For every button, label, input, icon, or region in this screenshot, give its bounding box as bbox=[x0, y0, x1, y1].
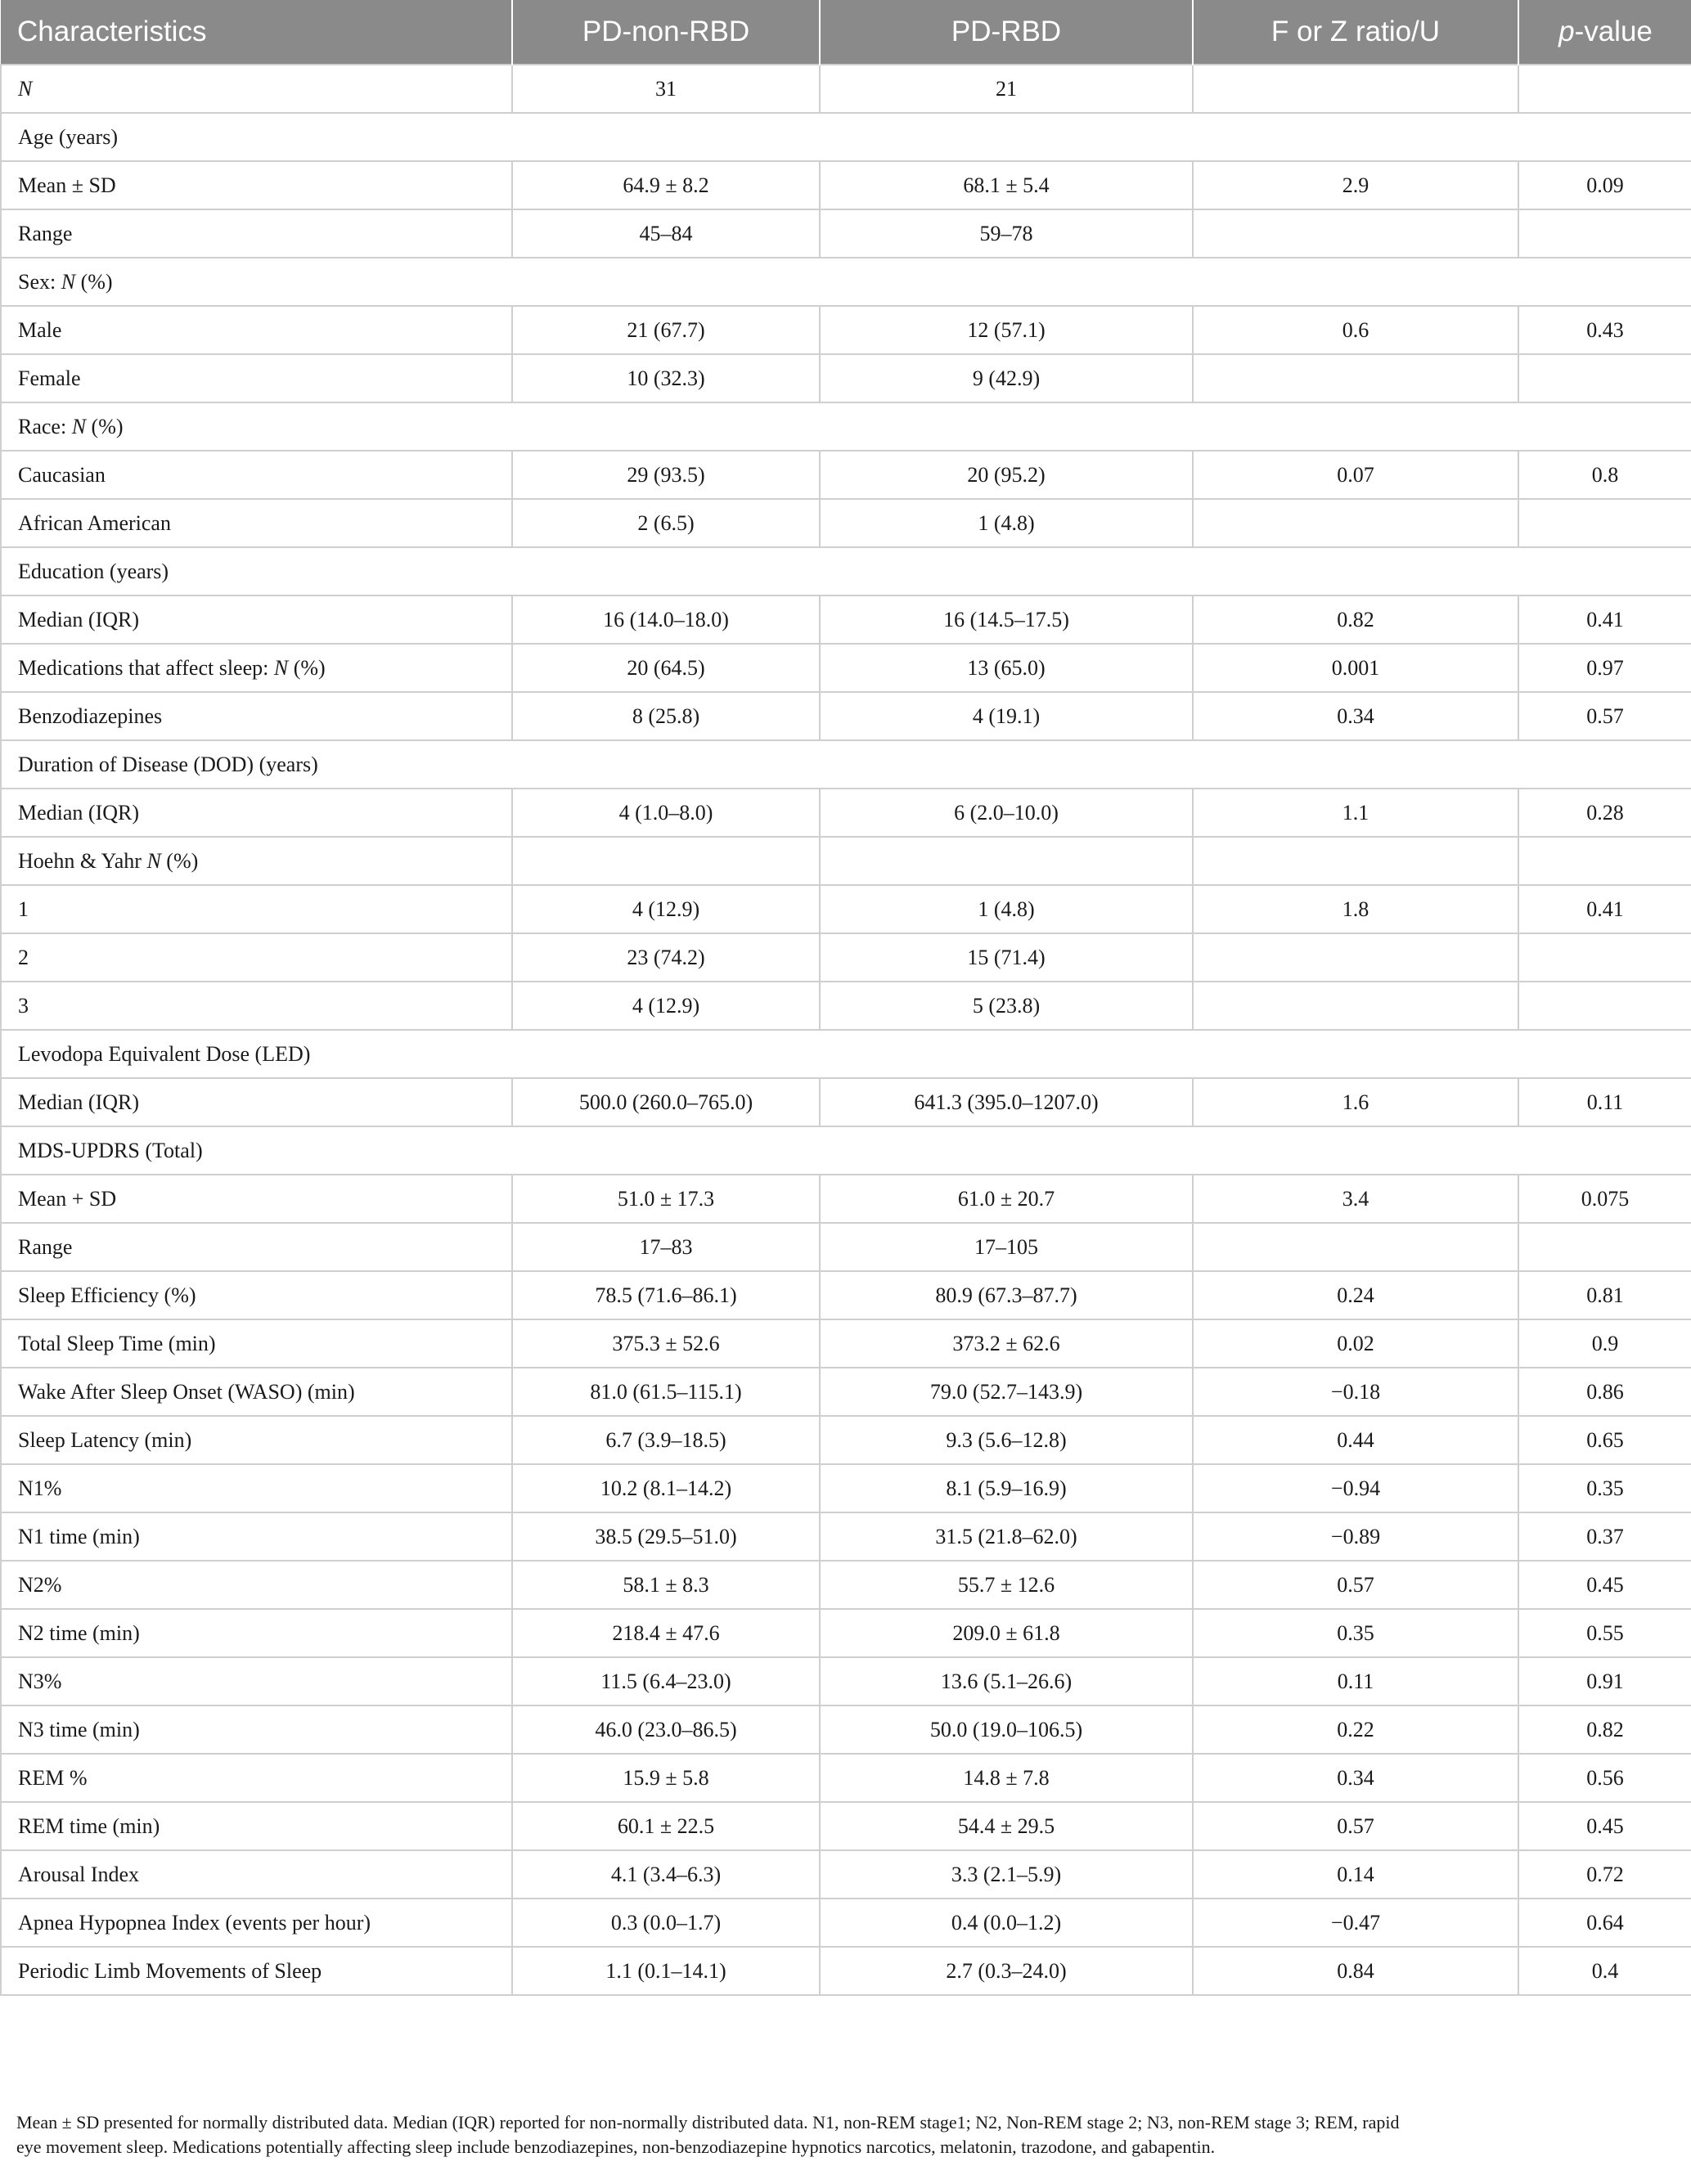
header-row bbox=[1, 0, 1691, 65]
pd-non-rbd-cell: 60.1 ± 22.5 bbox=[512, 1802, 820, 1850]
pd-non-rbd-cell: 1.1 (0.1–14.1) bbox=[512, 1947, 820, 1995]
pd-rbd-cell: 373.2 ± 62.6 bbox=[820, 1319, 1193, 1368]
footnote-line-1: Mean ± SD presented for normally distributed data. Median (IQR) reported for non-normally distributed data. N1, non-REM stage1; N2, Non-REM stage 2; N3, non-REM stage 3; REM, rapid bbox=[16, 2112, 1400, 2132]
label-cell bbox=[1, 789, 512, 837]
table-row bbox=[1, 1561, 1691, 1609]
row-label: Mean ± SD bbox=[18, 173, 116, 197]
p-value-cell: 0.81 bbox=[1518, 1271, 1691, 1319]
label-cell bbox=[1, 692, 512, 740]
table-row bbox=[1, 1416, 1691, 1464]
pd-rbd-cell: 8.1 (5.9–16.9) bbox=[820, 1464, 1193, 1512]
label-cell bbox=[1, 1271, 512, 1319]
table-header bbox=[1, 0, 1691, 65]
row-label: Wake After Sleep Onset (WASO) (min) bbox=[18, 1379, 355, 1404]
f-z-ratio-cell: −0.94 bbox=[1193, 1464, 1518, 1512]
label-cell bbox=[1, 982, 512, 1030]
row-label: 1 bbox=[18, 897, 29, 921]
pd-non-rbd-cell: 375.3 ± 52.6 bbox=[512, 1319, 820, 1368]
label-cell bbox=[1, 1899, 512, 1947]
f-z-ratio-cell: 2.9 bbox=[1193, 161, 1518, 209]
row-label: Sleep Efficiency (%) bbox=[18, 1283, 196, 1307]
pd-rbd-cell: 17–105 bbox=[820, 1223, 1193, 1271]
pd-non-rbd-cell: 46.0 (23.0–86.5) bbox=[512, 1705, 820, 1754]
pd-rbd-cell: 2.7 (0.3–24.0) bbox=[820, 1947, 1193, 1995]
pd-rbd-cell: 641.3 (395.0–1207.0) bbox=[820, 1078, 1193, 1126]
f-z-ratio-cell: −0.18 bbox=[1193, 1368, 1518, 1416]
f-z-ratio-cell: 0.22 bbox=[1193, 1705, 1518, 1754]
table-footnote bbox=[16, 2110, 1669, 2159]
pd-non-rbd-cell: 20 (64.5) bbox=[512, 644, 820, 692]
row-label: Age (years) bbox=[18, 124, 118, 149]
label-cell bbox=[1, 595, 512, 644]
f-z-ratio-cell: 1.1 bbox=[1193, 789, 1518, 837]
p-value-cell bbox=[1518, 209, 1691, 258]
pd-rbd-cell: 16 (14.5–17.5) bbox=[820, 595, 1193, 644]
f-z-ratio-cell: 0.84 bbox=[1193, 1947, 1518, 1995]
label-cell bbox=[1, 933, 512, 982]
f-z-ratio-cell: 3.4 bbox=[1193, 1175, 1518, 1223]
pd-non-rbd-cell bbox=[512, 837, 820, 885]
p-value-cell: 0.91 bbox=[1518, 1657, 1691, 1705]
label-cell bbox=[1, 1223, 512, 1271]
table-row bbox=[1, 1223, 1691, 1271]
f-z-ratio-cell bbox=[1193, 1223, 1518, 1271]
p-value-cell bbox=[1518, 354, 1691, 402]
table-row bbox=[1, 1078, 1691, 1126]
table-row bbox=[1, 692, 1691, 740]
p-value-cell: 0.55 bbox=[1518, 1609, 1691, 1657]
pd-non-rbd-cell: 51.0 ± 17.3 bbox=[512, 1175, 820, 1223]
pd-rbd-cell: 79.0 (52.7–143.9) bbox=[820, 1368, 1193, 1416]
table-row bbox=[1, 789, 1691, 837]
p-value-cell: 0.37 bbox=[1518, 1512, 1691, 1561]
row-label: REM time (min) bbox=[18, 1813, 160, 1838]
header-p-value bbox=[1518, 0, 1691, 65]
f-z-ratio-cell: 0.001 bbox=[1193, 644, 1518, 692]
pd-rbd-cell: 1 (4.8) bbox=[820, 499, 1193, 547]
pd-non-rbd-cell: 218.4 ± 47.6 bbox=[512, 1609, 820, 1657]
table-row bbox=[1, 1899, 1691, 1947]
section-label-cell bbox=[1, 1030, 1691, 1078]
table-row bbox=[1, 933, 1691, 982]
row-label: Education (years) bbox=[18, 559, 169, 583]
f-z-ratio-cell: 0.57 bbox=[1193, 1561, 1518, 1609]
pd-rbd-cell: 54.4 ± 29.5 bbox=[820, 1802, 1193, 1850]
f-z-ratio-cell bbox=[1193, 65, 1518, 113]
f-z-ratio-cell: 1.6 bbox=[1193, 1078, 1518, 1126]
p-value-cell: 0.65 bbox=[1518, 1416, 1691, 1464]
table-row bbox=[1, 354, 1691, 402]
section-row bbox=[1, 740, 1691, 789]
section-row bbox=[1, 1126, 1691, 1175]
row-label: REM % bbox=[18, 1765, 88, 1790]
table-row bbox=[1, 499, 1691, 547]
table-row bbox=[1, 1319, 1691, 1368]
label-cell bbox=[1, 837, 512, 885]
row-label: Mean + SD bbox=[18, 1186, 117, 1211]
pd-non-rbd-cell: 31 bbox=[512, 65, 820, 113]
row-label: Female bbox=[18, 366, 81, 390]
table-row bbox=[1, 1705, 1691, 1754]
row-label-italic: N bbox=[71, 414, 87, 438]
label-cell bbox=[1, 1175, 512, 1223]
pd-rbd-cell: 13.6 (5.1–26.6) bbox=[820, 1657, 1193, 1705]
row-label: N2% bbox=[18, 1572, 62, 1597]
pd-rbd-cell: 31.5 (21.8–62.0) bbox=[820, 1512, 1193, 1561]
pd-rbd-cell: 50.0 (19.0–106.5) bbox=[820, 1705, 1193, 1754]
pd-rbd-cell: 21 bbox=[820, 65, 1193, 113]
p-value-cell: 0.4 bbox=[1518, 1947, 1691, 1995]
f-z-ratio-cell bbox=[1193, 933, 1518, 982]
row-label: N2 time (min) bbox=[18, 1620, 140, 1645]
f-z-ratio-cell bbox=[1193, 209, 1518, 258]
pd-rbd-cell: 68.1 ± 5.4 bbox=[820, 161, 1193, 209]
pd-non-rbd-cell: 4 (1.0–8.0) bbox=[512, 789, 820, 837]
pd-rbd-cell: 55.7 ± 12.6 bbox=[820, 1561, 1193, 1609]
pd-non-rbd-cell: 4 (12.9) bbox=[512, 982, 820, 1030]
table-row bbox=[1, 1802, 1691, 1850]
row-label: MDS-UPDRS (Total) bbox=[18, 1138, 203, 1162]
p-value-cell bbox=[1518, 933, 1691, 982]
pd-rbd-cell: 0.4 (0.0–1.2) bbox=[820, 1899, 1193, 1947]
section-row bbox=[1, 1030, 1691, 1078]
section-row bbox=[1, 113, 1691, 161]
row-label: Levodopa Equivalent Dose (LED) bbox=[18, 1041, 311, 1066]
label-cell bbox=[1, 354, 512, 402]
row-label: N1 time (min) bbox=[18, 1524, 140, 1548]
p-value-cell: 0.9 bbox=[1518, 1319, 1691, 1368]
row-label-italic: N bbox=[273, 655, 289, 680]
pd-non-rbd-cell: 16 (14.0–18.0) bbox=[512, 595, 820, 644]
label-cell bbox=[1, 209, 512, 258]
pd-non-rbd-cell: 45–84 bbox=[512, 209, 820, 258]
section-row bbox=[1, 258, 1691, 306]
row-label: Median (IQR) bbox=[18, 607, 140, 631]
section-row bbox=[1, 547, 1691, 595]
section-label-cell bbox=[1, 258, 1691, 306]
table-row bbox=[1, 1947, 1691, 1995]
pd-rbd-cell: 14.8 ± 7.8 bbox=[820, 1754, 1193, 1802]
pd-non-rbd-cell: 29 (93.5) bbox=[512, 451, 820, 499]
p-value-cell bbox=[1518, 499, 1691, 547]
pd-non-rbd-cell: 17–83 bbox=[512, 1223, 820, 1271]
row-label-suffix: (%) bbox=[160, 848, 199, 873]
row-label: Benzodiazepines bbox=[18, 703, 163, 728]
p-value-cell: 0.97 bbox=[1518, 644, 1691, 692]
row-label-italic: N bbox=[61, 269, 76, 294]
label-cell bbox=[1, 1850, 512, 1899]
p-value-cell: 0.56 bbox=[1518, 1754, 1691, 1802]
row-label: Range bbox=[18, 221, 73, 245]
row-label: Duration of Disease (DOD) (years) bbox=[18, 752, 318, 776]
label-cell bbox=[1, 644, 512, 692]
p-value-cell bbox=[1518, 65, 1691, 113]
table-body bbox=[1, 65, 1691, 1995]
table-row bbox=[1, 1175, 1691, 1223]
row-label: Range bbox=[18, 1234, 73, 1259]
label-cell bbox=[1, 1512, 512, 1561]
pd-rbd-cell: 59–78 bbox=[820, 209, 1193, 258]
row-label: 2 bbox=[18, 945, 29, 969]
f-z-ratio-cell: 0.6 bbox=[1193, 306, 1518, 354]
p-value-cell: 0.09 bbox=[1518, 161, 1691, 209]
f-z-ratio-cell: −0.47 bbox=[1193, 1899, 1518, 1947]
pd-rbd-cell: 13 (65.0) bbox=[820, 644, 1193, 692]
pd-rbd-cell: 9 (42.9) bbox=[820, 354, 1193, 402]
pd-rbd-cell: 5 (23.8) bbox=[820, 982, 1193, 1030]
table-row bbox=[1, 1464, 1691, 1512]
table-row bbox=[1, 644, 1691, 692]
table-row bbox=[1, 1657, 1691, 1705]
label-cell bbox=[1, 161, 512, 209]
pd-non-rbd-cell: 500.0 (260.0–765.0) bbox=[512, 1078, 820, 1126]
pd-rbd-cell: 3.3 (2.1–5.9) bbox=[820, 1850, 1193, 1899]
row-label: 3 bbox=[18, 993, 29, 1018]
pd-rbd-cell: 6 (2.0–10.0) bbox=[820, 789, 1193, 837]
pd-non-rbd-cell: 21 (67.7) bbox=[512, 306, 820, 354]
pd-rbd-cell: 15 (71.4) bbox=[820, 933, 1193, 982]
row-label: Caucasian bbox=[18, 462, 106, 487]
row-label-italic: N bbox=[146, 848, 161, 873]
row-label-suffix: (%) bbox=[75, 269, 113, 294]
header-characteristics: Characteristics bbox=[1, 0, 512, 65]
row-label: Arousal Index bbox=[18, 1862, 140, 1886]
label-cell bbox=[1, 1319, 512, 1368]
f-z-ratio-cell bbox=[1193, 982, 1518, 1030]
p-value-cell: 0.35 bbox=[1518, 1464, 1691, 1512]
table-row bbox=[1, 837, 1691, 885]
table-row bbox=[1, 1754, 1691, 1802]
pd-rbd-cell: 4 (19.1) bbox=[820, 692, 1193, 740]
f-z-ratio-cell: 0.02 bbox=[1193, 1319, 1518, 1368]
row-label: Sex: bbox=[18, 269, 61, 294]
row-label: Sleep Latency (min) bbox=[18, 1427, 192, 1452]
f-z-ratio-cell: 0.11 bbox=[1193, 1657, 1518, 1705]
pd-non-rbd-cell: 81.0 (61.5–115.1) bbox=[512, 1368, 820, 1416]
p-value-cell: 0.82 bbox=[1518, 1705, 1691, 1754]
label-cell bbox=[1, 1609, 512, 1657]
f-z-ratio-cell: 0.57 bbox=[1193, 1802, 1518, 1850]
label-cell bbox=[1, 65, 512, 113]
pd-non-rbd-cell: 78.5 (71.6–86.1) bbox=[512, 1271, 820, 1319]
f-z-ratio-cell bbox=[1193, 354, 1518, 402]
label-cell bbox=[1, 1947, 512, 1995]
label-cell bbox=[1, 885, 512, 933]
p-value-cell: 0.45 bbox=[1518, 1802, 1691, 1850]
p-value-cell: 0.64 bbox=[1518, 1899, 1691, 1947]
pd-non-rbd-cell: 4 (12.9) bbox=[512, 885, 820, 933]
pd-non-rbd-cell: 58.1 ± 8.3 bbox=[512, 1561, 820, 1609]
table-row bbox=[1, 1850, 1691, 1899]
table-row bbox=[1, 209, 1691, 258]
p-value-cell: 0.72 bbox=[1518, 1850, 1691, 1899]
table-row bbox=[1, 1271, 1691, 1319]
section-label-cell bbox=[1, 402, 1691, 451]
label-cell bbox=[1, 451, 512, 499]
label-cell bbox=[1, 1657, 512, 1705]
p-value-cell: 0.86 bbox=[1518, 1368, 1691, 1416]
header-p-italic: p bbox=[1558, 16, 1575, 47]
table-row bbox=[1, 595, 1691, 644]
section-label-cell bbox=[1, 547, 1691, 595]
row-label: Race: bbox=[18, 414, 72, 438]
pd-non-rbd-cell: 0.3 (0.0–1.7) bbox=[512, 1899, 820, 1947]
pd-non-rbd-cell: 64.9 ± 8.2 bbox=[512, 161, 820, 209]
section-label-cell bbox=[1, 1126, 1691, 1175]
p-value-cell: 0.43 bbox=[1518, 306, 1691, 354]
label-cell bbox=[1, 1802, 512, 1850]
f-z-ratio-cell: 0.44 bbox=[1193, 1416, 1518, 1464]
pd-non-rbd-cell: 38.5 (29.5–51.0) bbox=[512, 1512, 820, 1561]
table-row bbox=[1, 885, 1691, 933]
table-row bbox=[1, 65, 1691, 113]
table-row bbox=[1, 451, 1691, 499]
pd-rbd-cell bbox=[820, 837, 1193, 885]
f-z-ratio-cell: 0.35 bbox=[1193, 1609, 1518, 1657]
section-row bbox=[1, 402, 1691, 451]
pd-non-rbd-cell: 11.5 (6.4–23.0) bbox=[512, 1657, 820, 1705]
p-value-cell: 0.28 bbox=[1518, 789, 1691, 837]
pd-non-rbd-cell: 4.1 (3.4–6.3) bbox=[512, 1850, 820, 1899]
pd-rbd-cell: 80.9 (67.3–87.7) bbox=[820, 1271, 1193, 1319]
label-cell bbox=[1, 306, 512, 354]
pd-rbd-cell: 61.0 ± 20.7 bbox=[820, 1175, 1193, 1223]
label-cell bbox=[1, 1416, 512, 1464]
row-label: African American bbox=[18, 510, 171, 535]
pd-non-rbd-cell: 10 (32.3) bbox=[512, 354, 820, 402]
row-label: Male bbox=[18, 317, 62, 342]
f-z-ratio-cell bbox=[1193, 499, 1518, 547]
f-z-ratio-cell: 1.8 bbox=[1193, 885, 1518, 933]
p-value-cell: 0.41 bbox=[1518, 885, 1691, 933]
f-z-ratio-cell: 0.14 bbox=[1193, 1850, 1518, 1899]
row-label: Median (IQR) bbox=[18, 1090, 140, 1114]
footnote-line-2: eye movement sleep. Medications potentially affecting sleep include benzodiazepines, non-benzodiazepine hypnotics narcotics, melatonin, trazodone, and gabapentin. bbox=[16, 2137, 1216, 2157]
section-label-cell bbox=[1, 740, 1691, 789]
table-row bbox=[1, 1609, 1691, 1657]
table-row bbox=[1, 1368, 1691, 1416]
label-cell bbox=[1, 1368, 512, 1416]
pd-rbd-cell: 12 (57.1) bbox=[820, 306, 1193, 354]
row-label: Total Sleep Time (min) bbox=[18, 1331, 216, 1355]
table-row bbox=[1, 982, 1691, 1030]
header-f-z-ratio: F or Z ratio/U bbox=[1193, 0, 1518, 65]
p-value-cell: 0.11 bbox=[1518, 1078, 1691, 1126]
f-z-ratio-cell: 0.07 bbox=[1193, 451, 1518, 499]
pd-rbd-cell: 20 (95.2) bbox=[820, 451, 1193, 499]
p-value-cell bbox=[1518, 1223, 1691, 1271]
header-pd-rbd: PD-RBD bbox=[820, 0, 1193, 65]
pd-non-rbd-cell: 8 (25.8) bbox=[512, 692, 820, 740]
pd-rbd-cell: 209.0 ± 61.8 bbox=[820, 1609, 1193, 1657]
p-value-cell: 0.41 bbox=[1518, 595, 1691, 644]
row-label: Periodic Limb Movements of Sleep bbox=[18, 1958, 322, 1983]
f-z-ratio-cell bbox=[1193, 837, 1518, 885]
label-cell bbox=[1, 1464, 512, 1512]
row-label-suffix: (%) bbox=[288, 655, 326, 680]
pd-rbd-cell: 9.3 (5.6–12.8) bbox=[820, 1416, 1193, 1464]
pd-non-rbd-cell: 23 (74.2) bbox=[512, 933, 820, 982]
f-z-ratio-cell: 0.34 bbox=[1193, 1754, 1518, 1802]
label-cell bbox=[1, 1705, 512, 1754]
p-value-cell: 0.57 bbox=[1518, 692, 1691, 740]
f-z-ratio-cell: 0.82 bbox=[1193, 595, 1518, 644]
row-label: Median (IQR) bbox=[18, 800, 140, 825]
section-label-cell bbox=[1, 113, 1691, 161]
table-row bbox=[1, 1512, 1691, 1561]
table-row bbox=[1, 306, 1691, 354]
p-value-cell bbox=[1518, 982, 1691, 1030]
row-label-suffix: (%) bbox=[86, 414, 124, 438]
header-p-rest: -value bbox=[1574, 16, 1653, 47]
f-z-ratio-cell: −0.89 bbox=[1193, 1512, 1518, 1561]
label-cell bbox=[1, 1561, 512, 1609]
p-value-cell bbox=[1518, 837, 1691, 885]
pd-rbd-cell: 1 (4.8) bbox=[820, 885, 1193, 933]
label-cell bbox=[1, 1078, 512, 1126]
label-cell bbox=[1, 1754, 512, 1802]
row-label: Medications that affect sleep: bbox=[18, 655, 274, 680]
label-cell bbox=[1, 499, 512, 547]
pd-non-rbd-cell: 2 (6.5) bbox=[512, 499, 820, 547]
row-label: N3 time (min) bbox=[18, 1717, 140, 1741]
row-label: N3% bbox=[18, 1669, 62, 1693]
row-label: N1% bbox=[18, 1476, 62, 1500]
pd-non-rbd-cell: 15.9 ± 5.8 bbox=[512, 1754, 820, 1802]
p-value-cell: 0.8 bbox=[1518, 451, 1691, 499]
row-label-italic: N bbox=[18, 76, 33, 101]
row-label: Hoehn & Yahr bbox=[18, 848, 147, 873]
f-z-ratio-cell: 0.34 bbox=[1193, 692, 1518, 740]
table-row bbox=[1, 161, 1691, 209]
p-value-cell: 0.075 bbox=[1518, 1175, 1691, 1223]
p-value-cell: 0.45 bbox=[1518, 1561, 1691, 1609]
pd-non-rbd-cell: 6.7 (3.9–18.5) bbox=[512, 1416, 820, 1464]
f-z-ratio-cell: 0.24 bbox=[1193, 1271, 1518, 1319]
row-label: Apnea Hypopnea Index (events per hour) bbox=[18, 1910, 371, 1935]
pd-non-rbd-cell: 10.2 (8.1–14.2) bbox=[512, 1464, 820, 1512]
header-pd-non-rbd: PD-non-RBD bbox=[512, 0, 820, 65]
